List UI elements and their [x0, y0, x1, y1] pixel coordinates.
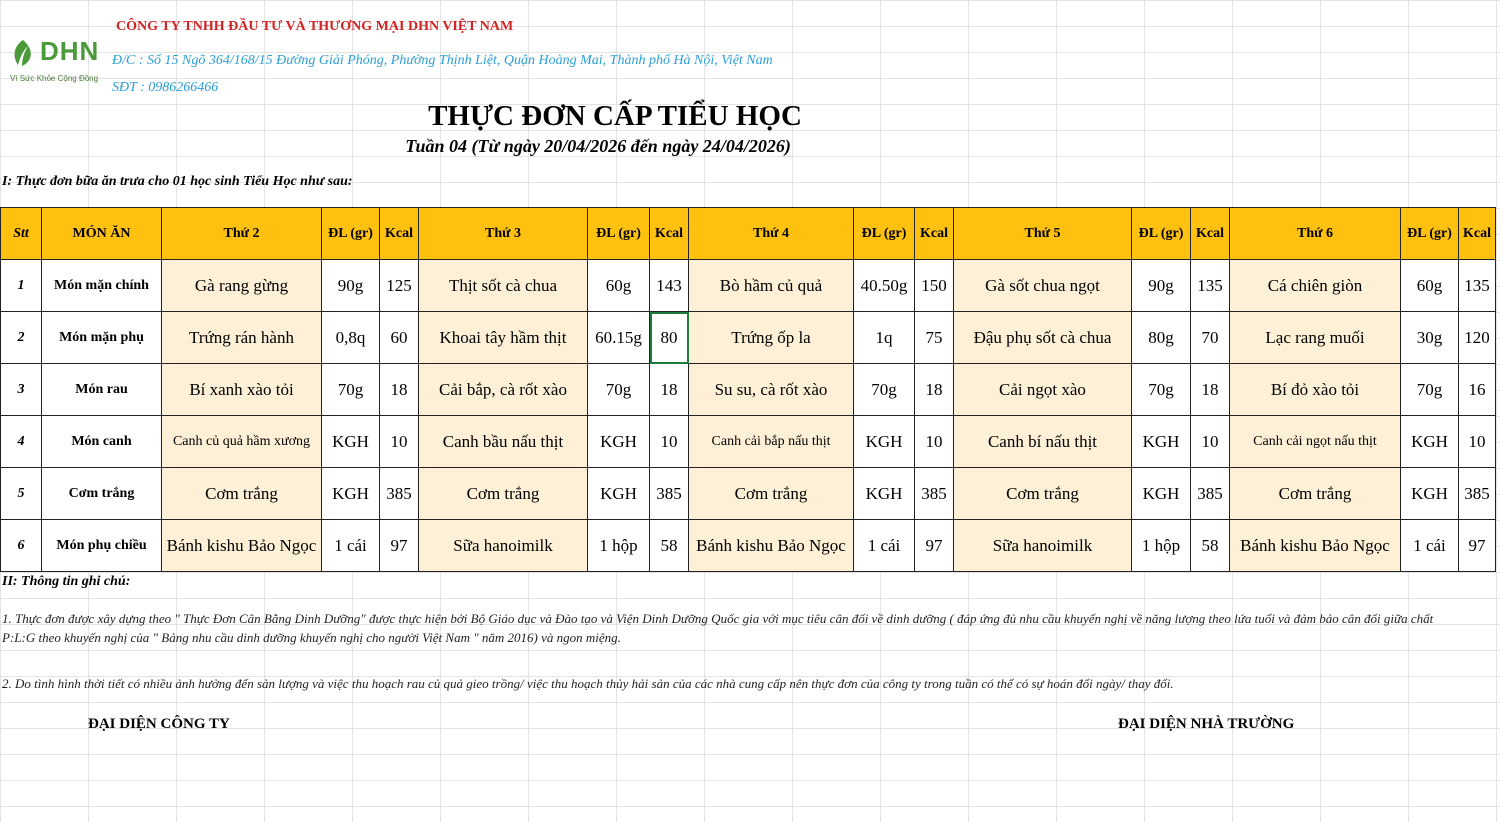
kcal-cell[interactable]: 10 — [1459, 416, 1496, 468]
kcal-cell[interactable]: 70 — [1191, 312, 1230, 364]
kcal-cell[interactable]: 385 — [1191, 468, 1230, 520]
kcal-cell[interactable]: 385 — [915, 468, 954, 520]
dish-cell[interactable]: Bánh kishu Bảo Ngọc — [1230, 520, 1401, 572]
kcal-cell[interactable]: 385 — [650, 468, 689, 520]
kcal-cell[interactable]: 97 — [380, 520, 419, 572]
dish-cell[interactable]: Bánh kishu Bảo Ngọc — [689, 520, 854, 572]
dish-cell[interactable]: Bí xanh xào tỏi — [162, 364, 322, 416]
column-header[interactable]: Kcal — [650, 208, 689, 260]
dish-cell[interactable]: Cơm trắng — [1230, 468, 1401, 520]
stt-cell[interactable]: 2 — [1, 312, 42, 364]
dish-cell[interactable]: Bí đỏ xào tỏi — [1230, 364, 1401, 416]
kcal-cell[interactable]: 60 — [380, 312, 419, 364]
weight-cell[interactable]: 1 cái — [854, 520, 915, 572]
column-header[interactable]: Kcal — [915, 208, 954, 260]
weight-cell[interactable]: 1 cái — [1401, 520, 1459, 572]
column-header[interactable]: ĐL (gr) — [1401, 208, 1459, 260]
dish-cell[interactable]: Thịt sốt cà chua — [419, 260, 588, 312]
weight-cell[interactable]: 70g — [1401, 364, 1459, 416]
kcal-cell[interactable]: 135 — [1459, 260, 1496, 312]
stt-cell[interactable]: 3 — [1, 364, 42, 416]
table-row — [1, 364, 1496, 416]
weight-cell[interactable]: 60g — [588, 260, 650, 312]
column-header[interactable]: Kcal — [1459, 208, 1496, 260]
dish-cell[interactable]: Su su, cà rốt xào — [689, 364, 854, 416]
stt-cell[interactable]: 1 — [1, 260, 42, 312]
section-2-heading: II: Thông tin ghi chú: — [2, 574, 131, 589]
dish-name-header[interactable]: MÓN ĂN — [42, 208, 162, 260]
dish-category-cell[interactable]: Món phụ chiều — [42, 520, 162, 572]
kcal-cell[interactable]: 10 — [1191, 416, 1230, 468]
table-row — [1, 416, 1496, 468]
kcal-cell[interactable]: 10 — [915, 416, 954, 468]
dish-cell[interactable]: Khoai tây hầm thịt — [419, 312, 588, 364]
weight-cell[interactable]: 30g — [1401, 312, 1459, 364]
dish-cell[interactable]: Gà sốt chua ngọt — [954, 260, 1132, 312]
weight-cell[interactable]: 60g — [1401, 260, 1459, 312]
company-address: Đ/C : Số 15 Ngõ 364/168/15 Đường Giải Phóng, Phường Thịnh Liệt, Quận Hoàng Mai, Thành phố Hà Nội, Việt Nam — [112, 53, 773, 68]
kcal-cell[interactable]: 18 — [380, 364, 419, 416]
kcal-cell[interactable]: 18 — [650, 364, 689, 416]
note-1: 1. Thực đơn được xây dựng theo " Thực Đơn Cân Bằng Dinh Dưỡng" được thực hiện bởi Bộ Giáo dục và Đào tạo và Viện Dinh Dưỡng Quốc gia với mục tiêu cân đối về dinh dưỡng ( đáp ứng đủ nhu cầu khuyến nghị về năng lượng theo lứa tuổi và đảm bảo cân đối giữa chất P:L:G theo khuyến nghị của " Bảng nhu cầu dinh dưỡng khuyến nghị cho người Việt Nam " năm 2016) và ngon miệng. — [2, 611, 1434, 645]
weight-cell[interactable]: 70g — [322, 364, 380, 416]
weight-cell[interactable]: KGH — [1401, 416, 1459, 468]
kcal-cell[interactable]: 125 — [380, 260, 419, 312]
kcal-cell[interactable]: 150 — [915, 260, 954, 312]
dish-cell[interactable]: Sữa hanoimilk — [419, 520, 588, 572]
logo-text: DHN — [40, 36, 100, 66]
weight-cell[interactable]: KGH — [854, 468, 915, 520]
weight-cell[interactable]: 1 cái — [322, 520, 380, 572]
column-header[interactable]: Kcal — [1191, 208, 1230, 260]
weight-cell[interactable]: 1 hộp — [1132, 520, 1191, 572]
leaf-icon — [10, 38, 36, 68]
column-header[interactable]: Kcal — [380, 208, 419, 260]
weight-cell[interactable]: 70g — [588, 364, 650, 416]
table-row — [1, 520, 1496, 572]
stt-cell[interactable]: 5 — [1, 468, 42, 520]
menu-table-header — [1, 208, 1496, 260]
dish-cell[interactable]: Canh cải bắp nấu thịt — [689, 416, 854, 468]
company-phone: SĐT : 0986266466 — [112, 80, 219, 95]
weight-cell[interactable]: KGH — [322, 416, 380, 468]
weight-cell[interactable]: 60.15g — [588, 312, 650, 364]
column-header[interactable]: ĐL (gr) — [588, 208, 650, 260]
page-title: THỰC ĐƠN CẤP TIỂU HỌC — [428, 100, 802, 132]
kcal-cell[interactable]: 18 — [915, 364, 954, 416]
dish-category-cell[interactable]: Cơm trắng — [42, 468, 162, 520]
column-header[interactable]: Thứ 2 — [162, 208, 322, 260]
dish-cell[interactable]: Canh củ quả hầm xương — [162, 416, 322, 468]
kcal-cell[interactable]: 97 — [915, 520, 954, 572]
dish-cell[interactable]: Canh cải ngọt nấu thịt — [1230, 416, 1401, 468]
dish-cell[interactable]: Bò hầm củ quả — [689, 260, 854, 312]
company-logo — [6, 36, 102, 88]
menu-table — [0, 207, 1496, 572]
weight-cell[interactable]: 70g — [1132, 364, 1191, 416]
dish-cell[interactable]: Cải bắp, cà rốt xào — [419, 364, 588, 416]
kcal-cell[interactable]: 120 — [1459, 312, 1496, 364]
weight-cell[interactable]: KGH — [1401, 468, 1459, 520]
weight-cell[interactable]: 90g — [1132, 260, 1191, 312]
kcal-cell[interactable]: 97 — [1459, 520, 1496, 572]
note-2: 2. Do tình hình thời tiết có nhiều ảnh hưởng đến sản lượng và việc thu hoạch rau củ quả gieo trồng/ việc thu hoạch thủy hải sản của các nhà cung cấp nên thực đơn của công ty trong tuần có thể có sự hoán đổi ngày/ thay đổi. — [2, 676, 1174, 691]
section-1-heading: I: Thực đơn bữa ăn trưa cho 01 học sinh Tiểu Học như sau: — [2, 174, 353, 189]
dish-cell[interactable]: Gà rang gừng — [162, 260, 322, 312]
weight-cell[interactable]: KGH — [588, 468, 650, 520]
weight-cell[interactable]: 1q — [854, 312, 915, 364]
kcal-cell[interactable]: 58 — [1191, 520, 1230, 572]
dish-cell[interactable]: Trứng rán hành — [162, 312, 322, 364]
table-row — [1, 468, 1496, 520]
dish-cell[interactable]: Lạc rang muối — [1230, 312, 1401, 364]
column-header[interactable]: Thứ 5 — [954, 208, 1132, 260]
dish-cell[interactable]: Cơm trắng — [689, 468, 854, 520]
kcal-cell[interactable]: 18 — [1191, 364, 1230, 416]
column-header[interactable]: ĐL (gr) — [1132, 208, 1191, 260]
kcal-cell[interactable]: 10 — [650, 416, 689, 468]
weight-cell[interactable]: 40.50g — [854, 260, 915, 312]
kcal-cell[interactable]: 75 — [915, 312, 954, 364]
weight-cell[interactable]: 70g — [854, 364, 915, 416]
dish-cell[interactable]: Bánh kishu Bảo Ngọc — [162, 520, 322, 572]
table-row — [1, 312, 1496, 364]
column-header[interactable]: Thứ 6 — [1230, 208, 1401, 260]
weight-cell[interactable]: KGH — [322, 468, 380, 520]
dish-cell[interactable]: Cơm trắng — [419, 468, 588, 520]
dish-cell[interactable]: Cải ngọt xào — [954, 364, 1132, 416]
stt-header[interactable]: Stt — [1, 208, 42, 260]
dish-cell[interactable]: Cơm trắng — [954, 468, 1132, 520]
dish-category-cell[interactable]: Món rau — [42, 364, 162, 416]
page-subtitle: Tuần 04 (Từ ngày 20/04/2026 đến ngày 24/04/2026) — [405, 136, 791, 156]
weight-cell[interactable]: KGH — [1132, 416, 1191, 468]
dish-category-cell[interactable]: Món mặn phụ — [42, 312, 162, 364]
stt-cell[interactable]: 4 — [1, 416, 42, 468]
weight-cell[interactable]: KGH — [588, 416, 650, 468]
dish-cell[interactable]: Cá chiên giòn — [1230, 260, 1401, 312]
weight-cell[interactable]: KGH — [854, 416, 915, 468]
kcal-cell[interactable]: 16 — [1459, 364, 1496, 416]
dish-cell[interactable]: Trứng ốp la — [689, 312, 854, 364]
kcal-cell[interactable]: 80 — [650, 312, 689, 364]
school-representative-label: ĐẠI DIỆN NHÀ TRƯỜNG — [1118, 716, 1295, 732]
weight-cell[interactable]: KGH — [1132, 468, 1191, 520]
kcal-cell[interactable]: 143 — [650, 260, 689, 312]
column-header[interactable]: Thứ 3 — [419, 208, 588, 260]
column-header[interactable]: ĐL (gr) — [854, 208, 915, 260]
weight-cell[interactable]: 0,8q — [322, 312, 380, 364]
dish-cell[interactable]: Cơm trắng — [162, 468, 322, 520]
table-row — [1, 260, 1496, 312]
kcal-cell[interactable]: 385 — [380, 468, 419, 520]
dish-cell[interactable]: Đậu phụ sốt cà chua — [954, 312, 1132, 364]
logo-tagline: Vì Sức Khỏe Cộng Đồng — [10, 74, 99, 83]
dish-cell[interactable]: Canh bầu nấu thịt — [419, 416, 588, 468]
weight-cell[interactable]: 80g — [1132, 312, 1191, 364]
dish-category-cell[interactable]: Món canh — [42, 416, 162, 468]
dish-category-cell[interactable]: Món mặn chính — [42, 260, 162, 312]
company-name: CÔNG TY TNHH ĐẦU TƯ VÀ THƯƠNG MẠI DHN VIỆT NAM — [116, 19, 514, 34]
column-header[interactable]: Thứ 4 — [689, 208, 854, 260]
kcal-cell[interactable]: 58 — [650, 520, 689, 572]
weight-cell[interactable]: 1 hộp — [588, 520, 650, 572]
company-representative-label: ĐẠI DIỆN CÔNG TY — [88, 716, 230, 732]
weight-cell[interactable]: 90g — [322, 260, 380, 312]
kcal-cell[interactable]: 385 — [1459, 468, 1496, 520]
column-header[interactable]: ĐL (gr) — [322, 208, 380, 260]
dish-cell[interactable]: Canh bí nấu thịt — [954, 416, 1132, 468]
kcal-cell[interactable]: 10 — [380, 416, 419, 468]
kcal-cell[interactable]: 135 — [1191, 260, 1230, 312]
stt-cell[interactable]: 6 — [1, 520, 42, 572]
dish-cell[interactable]: Sữa hanoimilk — [954, 520, 1132, 572]
